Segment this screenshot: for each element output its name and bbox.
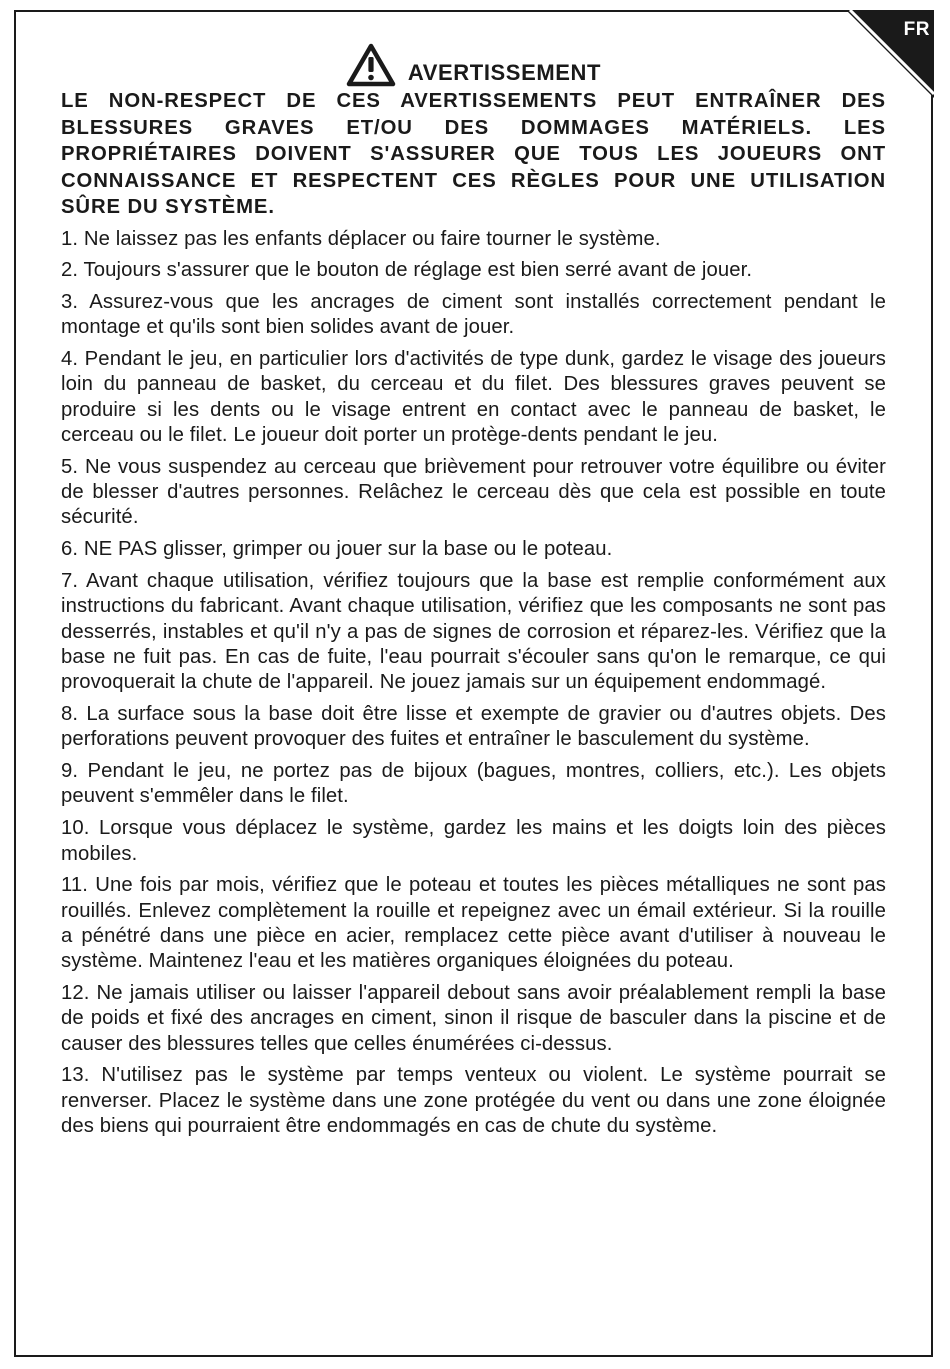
warning-header <box>61 52 886 86</box>
safety-rule-4: 4. Pendant le jeu, en particulier lors d'activités de type dunk, gardez le visage des joueurs loin du panneau de basket, du cerceau et du filet. Des blessures graves peuvent se produire si les dents ou le visage entrent en contact avec le panneau de basket, le cerceau ou le filet. Le joueur doit porter un protège-dents pendant le jeu. <box>61 348 886 447</box>
warning-content <box>61 52 886 1146</box>
safety-rule-3: 3. Assurez-vous que les ancrages de ciment sont installés correctement pendant le montage et qu'ils sont bien solides avant de jouer. <box>61 291 886 339</box>
safety-rule-5: 5. Ne vous suspendez au cerceau que brièvement pour retrouver votre équilibre ou éviter de blesser d'autres personnes. Relâchez le cerceau dès que cela est possible en toute sécurité. <box>61 455 886 529</box>
safety-rule-1: 1. Ne laissez pas les enfants déplacer ou faire tourner le système. <box>61 227 661 250</box>
language-label: FR <box>903 19 930 40</box>
warning-triangle-icon <box>346 43 396 87</box>
warning-intro: LE NON-RESPECT DE CES AVERTISSEMENTS PEUT ENTRAÎNER DES BLESSURES GRAVES ET/OU DES DOMMAGES MATÉRIELS. LES PROPRIÉTAIRES DOIVENT S'ASSURER QUE TOUS LES JOUEURS ONT CONNAISSANCE ET RESPECTENT CES RÈGLES POUR UNE UTILISATION SÛRE DU SYSTÈME. <box>61 90 886 218</box>
safety-rule-8: 8. La surface sous la base doit être lisse et exempte de gravier ou d'autres objets. Des perforations peuvent provoquer des fuites et entraîner le basculement du système. <box>61 703 886 751</box>
safety-rule-12: 12. Ne jamais utiliser ou laisser l'appareil debout sans avoir préalablement rempli la base de poids et fixé des ancrages en ciment, sinon il risque de basculer dans la piscine et de causer des blessures telles que celles énumérées ci-dessus. <box>61 982 886 1055</box>
safety-rule-13: 13. N'utilisez pas le système par temps venteux ou violent. Le système pourrait se renverser. Placez le système dans une zone protégée du vent ou dans une zone éloignée des biens qui pourraient être endommagés en cas de chute du système. <box>61 1064 886 1137</box>
safety-rule-7: 7. Avant chaque utilisation, vérifiez toujours que la base est remplie conformément aux instructions du fabricant. Avant chaque utilisation, vérifiez que les composants ne sont pas desserrés, instables et qu'il n'y a pas de signes de corrosion et réparez-les. Vérifiez que la base ne fuit pas. En cas de fuite, l'eau pourrait s'écouler sans qu'on le remarque, ce qui provoquerait la chute de l'appareil. Ne jouez jamais sur un équipement endommagé. <box>61 570 886 694</box>
safety-rules-list <box>61 227 886 1140</box>
safety-rule-11: 11. Une fois par mois, vérifiez que le poteau et toutes les pièces métalliques ne sont pas rouillés. Enlevez complètement la rouille et repeignez avec un émail extérieur. Si la rouille a pénétré dans une pièce en acier, remplacez cette pièce avant d'utiliser à nouveau le système. Maintenez l'eau et les matières organiques éloignées du poteau. <box>61 874 886 973</box>
safety-rule-10: 10. Lorsque vous déplacez le système, gardez les mains et les doigts loin des pièces mobiles. <box>61 817 886 865</box>
warning-title: AVERTISSEMENT <box>407 60 602 85</box>
safety-rule-6: 6. NE PAS glisser, grimper ou jouer sur la base ou le poteau. <box>61 538 613 561</box>
safety-rule-2: 2. Toujours s'assurer que le bouton de réglage est bien serré avant de jouer. <box>61 259 753 282</box>
safety-rule-9: 9. Pendant le jeu, ne portez pas de bijoux (bagues, montres, colliers, etc.). Les objets peuvent s'emmêler dans le filet. <box>61 760 886 808</box>
